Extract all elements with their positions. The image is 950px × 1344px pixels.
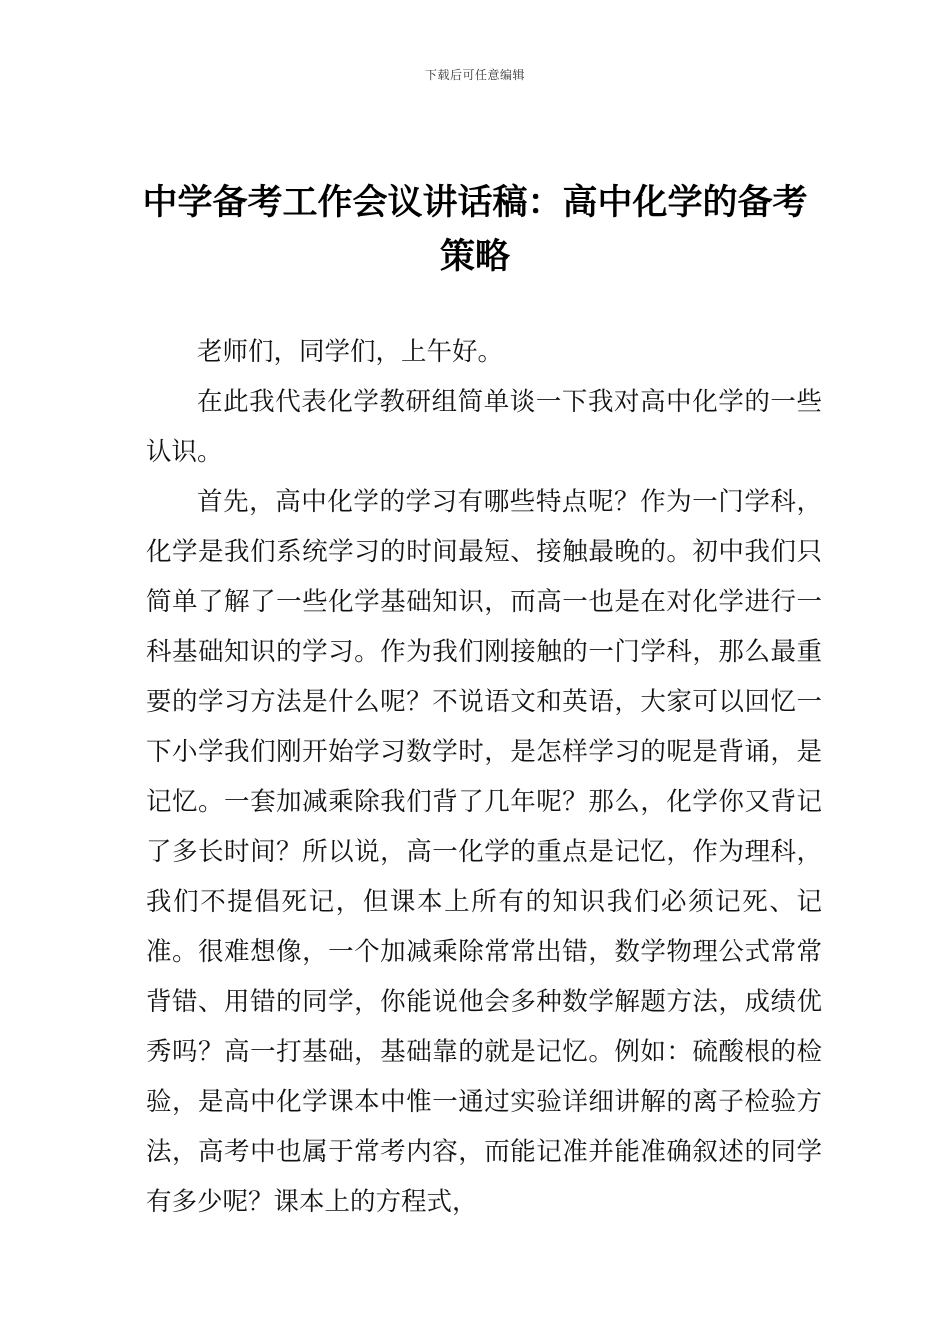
paragraph-main: 首先，高中化学的学习有哪些特点呢？作为一门学科，化学是我们系统学习的时间最短、接触最晚的。初中我们只简单了解了一些化学基础知识，而高一也是在对化学进行一科基础知识的学习。作为我们刚接触的一门学科，那么最重要的学习方法是什么呢？不说语文和英语，大家可以回忆一下小学我们刚开始学习数学时，是怎样学习的呢是背诵，是记忆。一套加减乘除我们背了几年呢？那么，化学你又背记了多长时间？所以说，高一化学的重点是记忆，作为理科，我们不提倡死记，但课本上所有的知识我们必须记死、记准。很难想像，一个加减乘除常常出错，数学物理公式常常背错、用错的同学，你能说他会多种数学解题方法，成绩优秀吗？高一打基础，基础靠的就是记忆。例如：硫酸根的检验，是高中化学课本中惟一通过实验详细讲解的离子检验方法，高考中也属于常考内容，而能记准并能准确叙述的同学有多少呢？课本上的方程式， [146, 487, 822, 1217]
paragraph-greeting: 老师们，同学们，上午好。 [197, 337, 504, 367]
paragraph-intro: 在此我代表化学教研组简单谈一下我对高中化学的一些认识。 [146, 387, 822, 467]
header-note: 下载后可任意编辑 [424, 68, 525, 82]
document-title: 中学备考工作会议讲话稿：高中化学的备考策略 [142, 182, 808, 277]
document-body [146, 327, 822, 1227]
